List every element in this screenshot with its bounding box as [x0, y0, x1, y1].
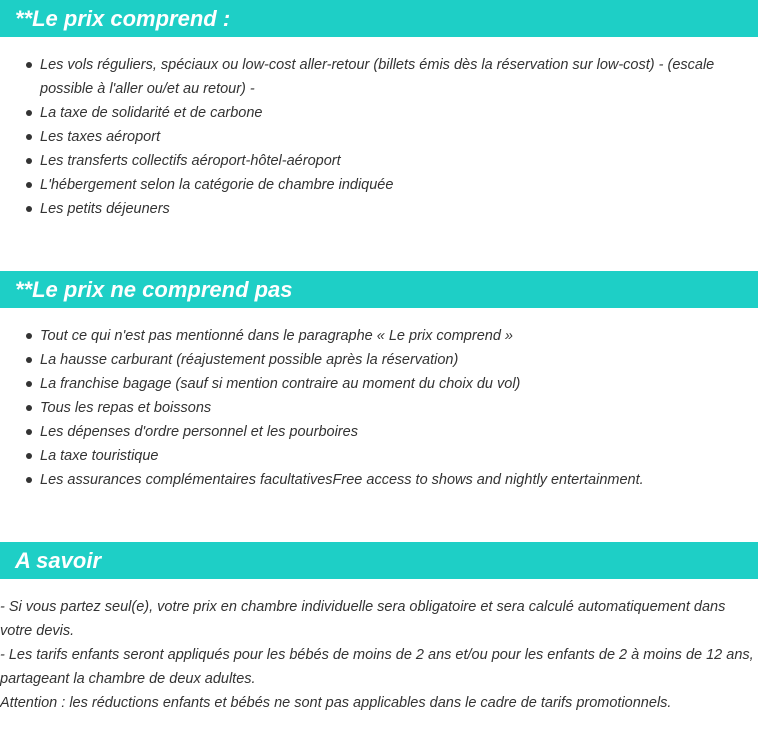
section-title-prix-ne-comprend-pas: **Le prix ne comprend pas: [0, 271, 758, 308]
list-item: La franchise bagage (sauf si mention contraire au moment du choix du vol): [0, 372, 758, 396]
section-title-a-savoir: A savoir: [0, 542, 758, 579]
list-item: Les dépenses d'ordre personnel et les pourboires: [0, 420, 758, 444]
list-item: L'hébergement selon la catégorie de chambre indiquée: [0, 173, 758, 197]
list-item: Tout ce qui n'est pas mentionné dans le paragraphe « Le prix comprend »: [0, 324, 758, 348]
a-savoir-text: [0, 595, 756, 715]
list-item: La taxe touristique: [0, 444, 758, 468]
excluded-list: [0, 324, 758, 492]
info-paragraph: Attention : les réductions enfants et bébés ne sont pas applicables dans le cadre de tarifs promotionnels.: [0, 695, 672, 711]
info-paragraph: - Les tarifs enfants seront appliqués pour les bébés de moins de 2 ans et/ou pour les enfants de 2 à moins de 12 ans, partageant la chambre de deux adultes.: [0, 647, 754, 687]
info-paragraph: - Si vous partez seul(e), votre prix en chambre individuelle sera obligatoire et sera calculé automatiquement dans votre devis.: [0, 599, 726, 639]
list-item: Les taxes aéroport: [0, 125, 758, 149]
list-item: La taxe de solidarité et de carbone: [0, 101, 758, 125]
list-item: Tous les repas et boissons: [0, 396, 758, 420]
list-item: Les vols réguliers, spéciaux ou low-cost aller-retour (billets émis dès la réservation sur low-cost) - (escale possible à l'aller ou/et au retour) -: [0, 53, 758, 101]
list-item: Les transferts collectifs aéroport-hôtel-aéroport: [0, 149, 758, 173]
list-item: La hausse carburant (réajustement possible après la réservation): [0, 348, 758, 372]
included-list: [0, 53, 758, 221]
list-item: Les assurances complémentaires facultativesFree access to shows and nightly entertainment.: [0, 468, 758, 492]
section-title-prix-comprend: **Le prix comprend :: [0, 0, 758, 37]
list-item: Les petits déjeuners: [0, 197, 758, 221]
